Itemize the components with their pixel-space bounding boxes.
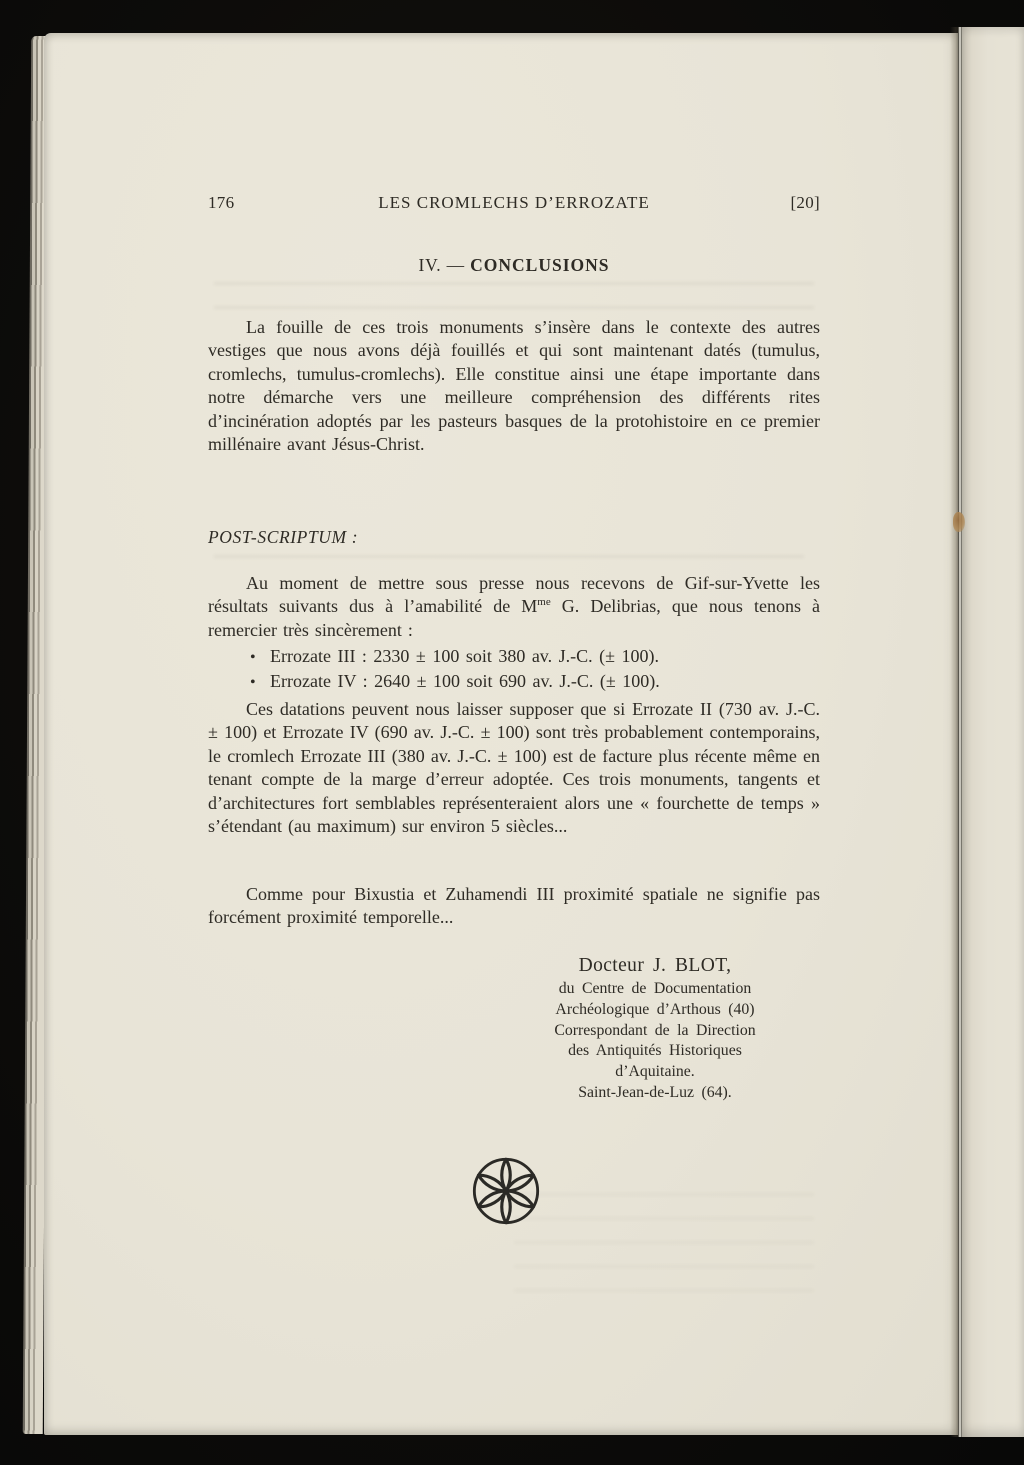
post-scriptum-label: POST-SCRIPTUM : [208,527,359,547]
bullet-icon: • [250,649,256,666]
author-affiliation-line: Archéologique d’Arthous (40) [555,1000,755,1018]
running-title: LES CROMLECHS D’ERROZATE [378,193,650,212]
list-item [208,670,820,695]
paragraph-post-scriptum-text-end: G. Delibrias, que nous tenons à remercier très sincèrement : [208,596,820,640]
section-heading [208,255,820,276]
dating-result-errozate-3: Errozate III : 2330 ± 100 soit 380 av. J.-C. (± 100). [270,646,660,666]
page-header [208,193,820,215]
signature-block [505,953,805,1104]
author-affiliation-line: Correspondant de la Direction [554,1021,756,1039]
page-number: 176 [208,193,235,212]
paragraph-post-scriptum [208,572,820,642]
paragraph-conclusions: La fouille de ces trois monuments s’insère dans le contexte des autres vestiges que nous avons déjà fouillés et qui sont maintenant datés (tumulus, cromlechs, tumulus-cromlechs). Elle constitue ainsi une étape importante dans notre démarche vers une meilleure compréhension des différents rites d’incinération adoptés par les pasteurs basques de la protohistoire en ce premier millénaire avant Jésus-Christ. [208,317,820,455]
author-affiliation-line: d’Aquitaine. [615,1063,695,1081]
section-heading-prefix: IV. — [418,255,471,275]
paragraph-post-scriptum-text: Au moment de mettre sous presse nous recevons de Gif-sur-Yvette les résultats suivants dus à l’amabilité de M [208,573,820,617]
dating-results-list [208,645,820,694]
bleed-through-ghost [514,1193,814,1313]
dating-result-errozate-4: Errozate IV : 2640 ± 100 soit 690 av. J.-C. (± 100). [270,670,660,691]
book-page [44,33,958,1435]
superscript-me: me [537,596,551,609]
author-location-line: Saint-Jean-de-Luz (64). [578,1083,732,1101]
list-item [208,645,820,670]
author-affiliation-line: du Centre de Documentation [558,980,752,997]
section-heading-title: CONCLUSIONS [470,255,610,275]
hexafoil-rosette-icon [468,1153,544,1229]
foxing-spot [953,512,965,532]
author-name: Docteur J. BLOT, [578,955,732,976]
paragraph-datations: Ces datations peuvent nous laisser supposer que si Errozate II (730 av. J.-C. ± 100) et Errozate IV (690 av. J.-C. ± 100) sont très probablement contemporains, le cromlech Errozate III (380 av. J.-C. ± 100) est de facture plus récente même en tenant compte de la marge d’erreur adoptée. Ces trois monuments, tangents et d’architectures fort semblables représenteraient alors une « fourchette de temps » s’étendant (au maximum) sur environ 5 siècles... [208,699,820,837]
adjacent-page-edge [962,27,1024,1437]
paragraph-proximite: Comme pour Bixustia et Zuhamendi III proximité spatiale ne signifie pas forcément proximité temporelle... [208,884,820,928]
author-affiliation-line: des Antiquités Historiques [568,1042,742,1060]
bracket-page-number: [20] [790,193,820,212]
bullet-icon: • [250,673,256,691]
